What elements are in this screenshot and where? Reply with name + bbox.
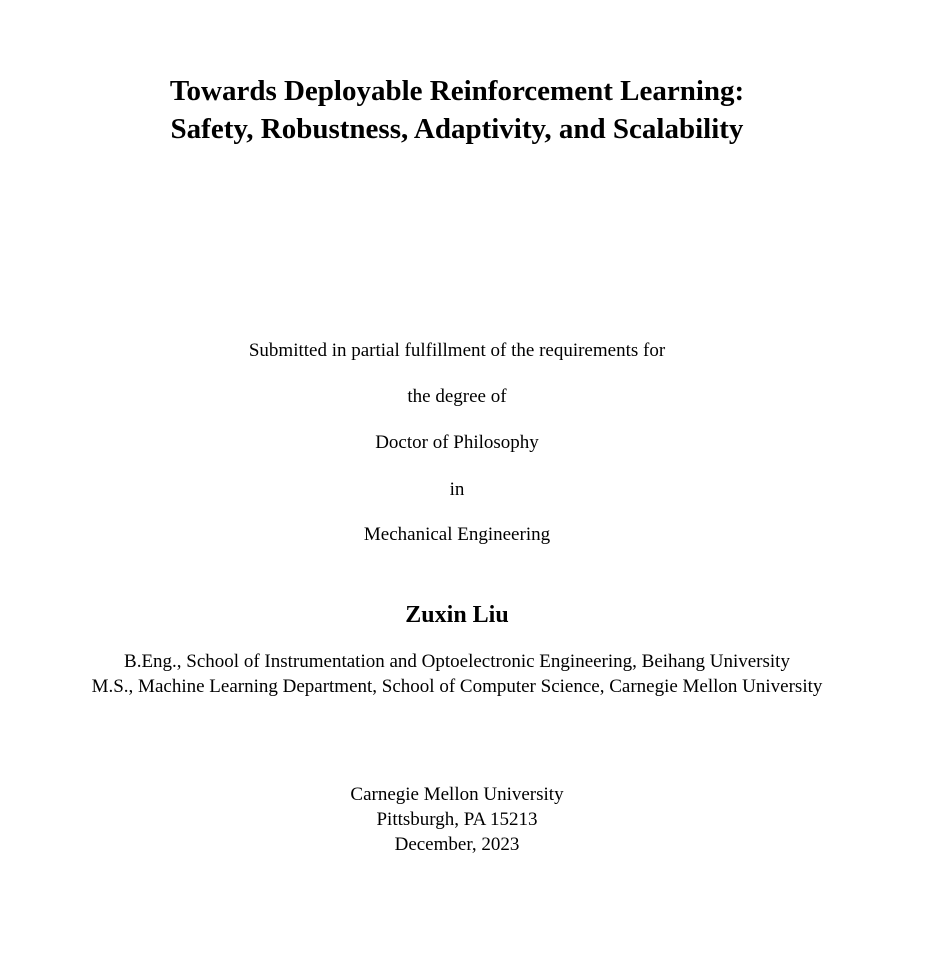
thesis-title-line-1: Towards Deployable Reinforcement Learning: (169, 75, 745, 107)
thesis-title-line-2: Safety, Robustness, Adaptivity, and Scalability (170, 113, 744, 145)
author-name: Zuxin Liu (405, 602, 509, 628)
submission-date: December, 2023 (394, 834, 520, 855)
institution-name: Carnegie Mellon University (350, 784, 564, 805)
submission-statement: Submitted in partial fulfillment of the requirements for (248, 340, 666, 361)
institution-location: Pittsburgh, PA 15213 (376, 809, 538, 830)
prior-degree-beng: B.Eng., School of Instrumentation and Optoelectronic Engineering, Beihang University (124, 651, 790, 672)
prior-degree-ms: M.S., Machine Learning Department, School of Computer Science, Carnegie Mellon University (91, 676, 823, 697)
degree-field: Mechanical Engineering (363, 524, 551, 545)
degree-intro: the degree of (407, 386, 507, 407)
degree-connector: in (449, 479, 465, 500)
degree-name: Doctor of Philosophy (375, 432, 539, 453)
